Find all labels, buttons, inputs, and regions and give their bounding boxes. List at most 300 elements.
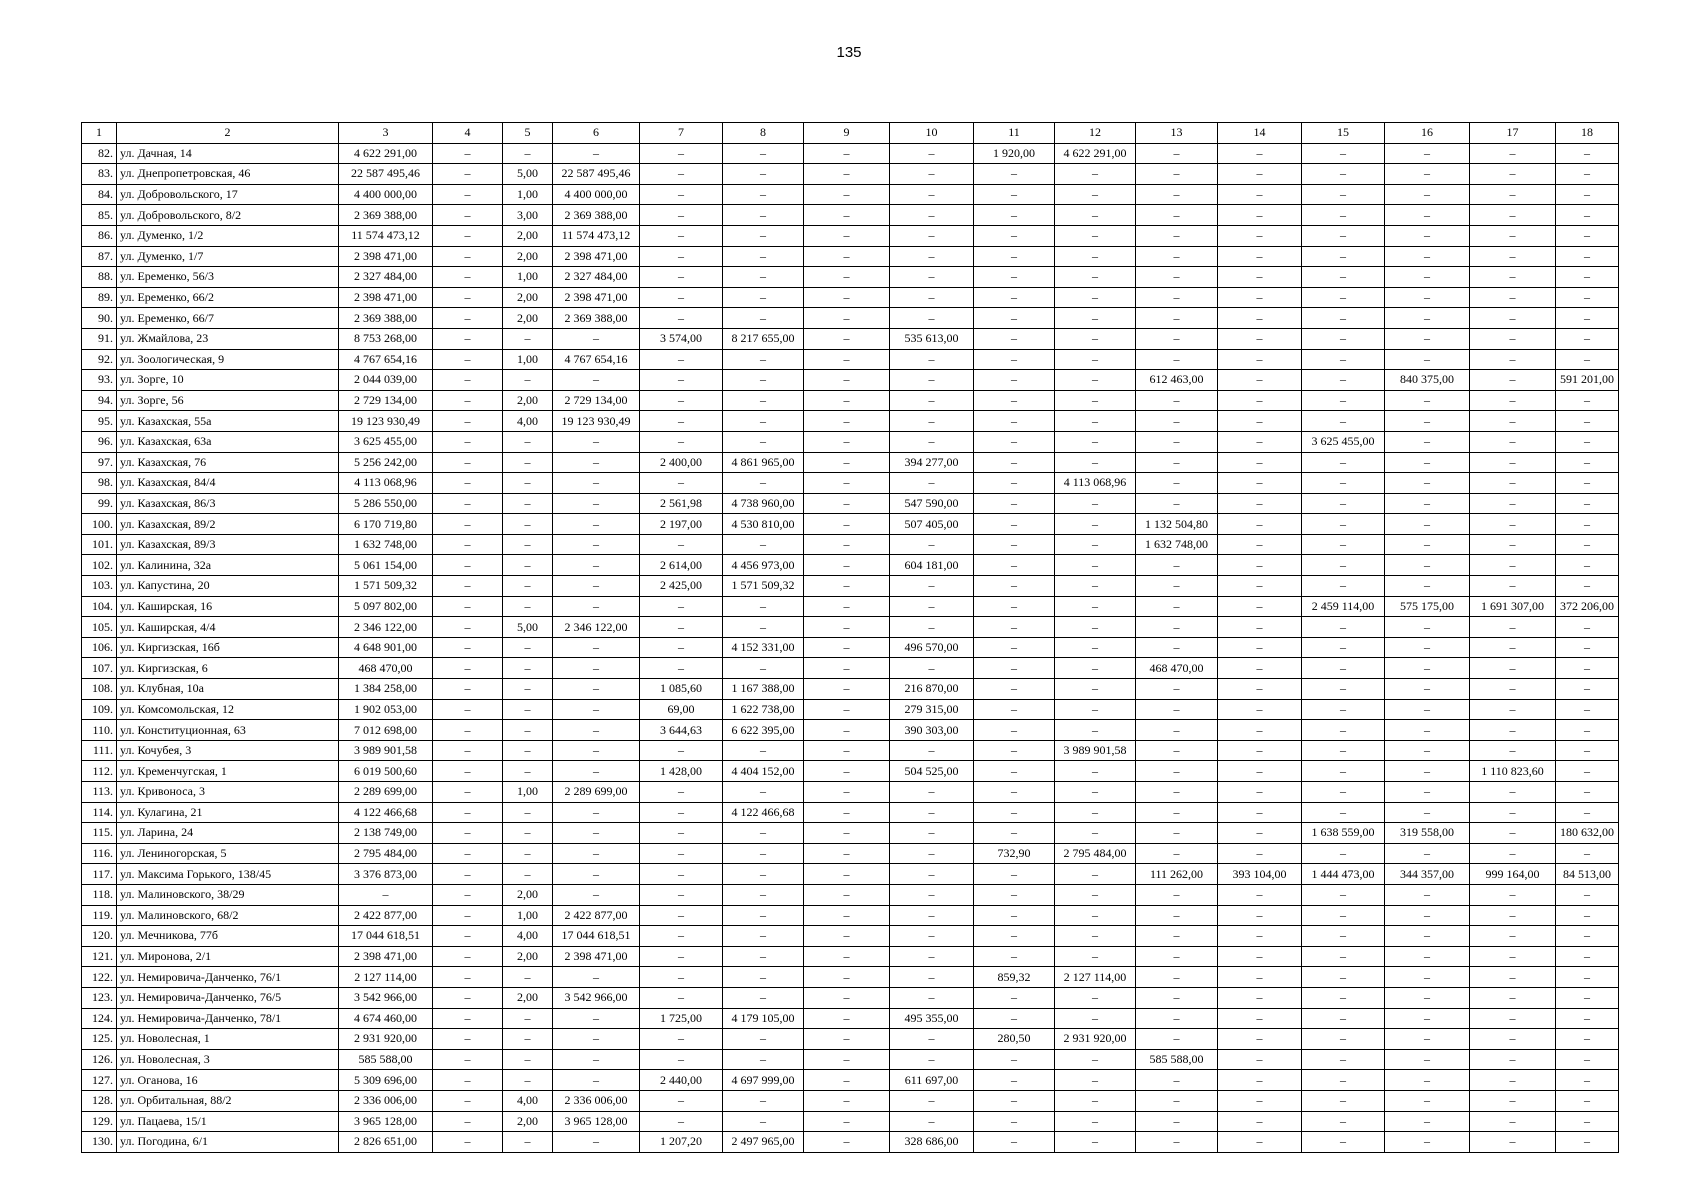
table-cell: – bbox=[890, 1090, 974, 1111]
table-cell: – bbox=[974, 1111, 1055, 1132]
table-cell: – bbox=[1385, 349, 1470, 370]
table-cell: – bbox=[640, 246, 723, 267]
table-cell: 5 097 802,00 bbox=[339, 596, 433, 617]
table-cell: 121. bbox=[82, 946, 117, 967]
table-cell: ул. Днепропетровская, 46 bbox=[117, 164, 339, 185]
table-cell: – bbox=[1556, 308, 1619, 329]
table-cell: – bbox=[640, 946, 723, 967]
table-cell: ул. Конституционная, 63 bbox=[117, 720, 339, 741]
table-cell: – bbox=[1136, 987, 1218, 1008]
table-cell: 127. bbox=[82, 1070, 117, 1091]
table-cell: – bbox=[553, 658, 640, 679]
table-cell: – bbox=[1218, 884, 1302, 905]
table-cell: – bbox=[553, 534, 640, 555]
table-cell: – bbox=[1385, 143, 1470, 164]
table-cell: – bbox=[723, 967, 804, 988]
table-cell: – bbox=[1218, 637, 1302, 658]
table-cell: – bbox=[1055, 205, 1136, 226]
table-cell: – bbox=[433, 205, 503, 226]
table-cell: – bbox=[723, 225, 804, 246]
table-row bbox=[82, 205, 1619, 226]
table-cell: 4 767 654,16 bbox=[339, 349, 433, 370]
table-cell: – bbox=[804, 926, 890, 947]
table-row bbox=[82, 596, 1619, 617]
table-cell: – bbox=[553, 1029, 640, 1050]
table-cell: ул. Каширская, 4/4 bbox=[117, 617, 339, 638]
table-cell: – bbox=[1055, 390, 1136, 411]
table-cell: ул. Кременчугская, 1 bbox=[117, 761, 339, 782]
table-cell: 999 164,00 bbox=[1470, 864, 1556, 885]
table-cell: 92. bbox=[82, 349, 117, 370]
table-cell: – bbox=[804, 1132, 890, 1153]
table-cell: – bbox=[723, 782, 804, 803]
table-cell: – bbox=[804, 205, 890, 226]
table-cell: – bbox=[1385, 576, 1470, 597]
table-cell: 2 336 006,00 bbox=[553, 1090, 640, 1111]
table-cell: – bbox=[1055, 411, 1136, 432]
table-cell: – bbox=[433, 843, 503, 864]
table-cell: – bbox=[433, 679, 503, 700]
table-cell: 108. bbox=[82, 679, 117, 700]
table-cell: – bbox=[804, 1029, 890, 1050]
table-cell: 2,00 bbox=[503, 246, 553, 267]
table-cell: – bbox=[974, 431, 1055, 452]
table-cell: – bbox=[503, 637, 553, 658]
table-cell: 3 574,00 bbox=[640, 328, 723, 349]
table-cell: – bbox=[433, 225, 503, 246]
table-cell: ул. Ларина, 24 bbox=[117, 823, 339, 844]
table-cell: – bbox=[1055, 246, 1136, 267]
table-cell: – bbox=[1302, 740, 1385, 761]
table-cell: – bbox=[1385, 617, 1470, 638]
table-cell: – bbox=[1302, 514, 1385, 535]
table-cell: – bbox=[1556, 411, 1619, 432]
table-cell: 2 289 699,00 bbox=[339, 782, 433, 803]
table-cell: 1,00 bbox=[503, 184, 553, 205]
table-cell: – bbox=[1302, 390, 1385, 411]
table-cell: – bbox=[640, 802, 723, 823]
table-cell: – bbox=[640, 843, 723, 864]
table-cell: – bbox=[1055, 349, 1136, 370]
table-cell: – bbox=[433, 617, 503, 638]
table-cell: 1 632 748,00 bbox=[1136, 534, 1218, 555]
table-cell: – bbox=[890, 143, 974, 164]
table-cell: 279 315,00 bbox=[890, 699, 974, 720]
table-cell: – bbox=[723, 1049, 804, 1070]
table-cell: – bbox=[1470, 658, 1556, 679]
table-cell: – bbox=[723, 823, 804, 844]
table-cell: – bbox=[1556, 905, 1619, 926]
table-cell: 82. bbox=[82, 143, 117, 164]
table-cell: – bbox=[640, 740, 723, 761]
table-cell: – bbox=[974, 905, 1055, 926]
table-row bbox=[82, 843, 1619, 864]
table-cell: – bbox=[974, 802, 1055, 823]
table-cell: – bbox=[1556, 1029, 1619, 1050]
table-cell: ул. Оганова, 16 bbox=[117, 1070, 339, 1091]
table-cell: – bbox=[1385, 740, 1470, 761]
table-cell: 7 012 698,00 bbox=[339, 720, 433, 741]
table-cell: – bbox=[1470, 267, 1556, 288]
table-cell: – bbox=[503, 493, 553, 514]
table-cell: 2 561,98 bbox=[640, 493, 723, 514]
table-cell: – bbox=[1470, 473, 1556, 494]
table-cell: – bbox=[974, 782, 1055, 803]
table-cell: – bbox=[433, 1132, 503, 1153]
table-cell: – bbox=[1055, 164, 1136, 185]
table-cell: – bbox=[1055, 308, 1136, 329]
table-row bbox=[82, 782, 1619, 803]
table-cell: 840 375,00 bbox=[1385, 370, 1470, 391]
table-cell: 4 404 152,00 bbox=[723, 761, 804, 782]
table-cell: ул. Каширская, 16 bbox=[117, 596, 339, 617]
table-cell: – bbox=[1556, 987, 1619, 1008]
table-cell: – bbox=[1136, 411, 1218, 432]
table-cell: 4 622 291,00 bbox=[1055, 143, 1136, 164]
table-cell: 89. bbox=[82, 287, 117, 308]
table-cell: – bbox=[503, 699, 553, 720]
table-cell: 1 725,00 bbox=[640, 1008, 723, 1029]
table-cell: – bbox=[1302, 225, 1385, 246]
table-cell: – bbox=[433, 555, 503, 576]
table-cell: – bbox=[1136, 328, 1218, 349]
table-cell: ул. Киргизская, 16б bbox=[117, 637, 339, 658]
table-cell: – bbox=[1218, 1008, 1302, 1029]
table-cell: – bbox=[1218, 987, 1302, 1008]
table-cell: – bbox=[1556, 658, 1619, 679]
table-cell: – bbox=[1302, 617, 1385, 638]
table-cell: – bbox=[1055, 225, 1136, 246]
table-cell: 99. bbox=[82, 493, 117, 514]
table-cell: – bbox=[974, 205, 1055, 226]
table-cell: – bbox=[1302, 720, 1385, 741]
table-cell: – bbox=[1218, 349, 1302, 370]
table-cell: 100. bbox=[82, 514, 117, 535]
table-cell: 3 542 966,00 bbox=[553, 987, 640, 1008]
table-cell: 111 262,00 bbox=[1136, 864, 1218, 885]
table-cell: – bbox=[804, 782, 890, 803]
table-cell: – bbox=[1385, 555, 1470, 576]
table-cell: – bbox=[804, 823, 890, 844]
table-cell: – bbox=[1385, 679, 1470, 700]
table-cell: – bbox=[503, 864, 553, 885]
table-cell: – bbox=[974, 576, 1055, 597]
table-row bbox=[82, 164, 1619, 185]
table-cell: – bbox=[640, 1029, 723, 1050]
table-cell: 495 355,00 bbox=[890, 1008, 974, 1029]
table-cell: – bbox=[974, 1070, 1055, 1091]
table-cell: – bbox=[804, 576, 890, 597]
table-cell: – bbox=[974, 740, 1055, 761]
table-cell: – bbox=[974, 534, 1055, 555]
table-cell: 328 686,00 bbox=[890, 1132, 974, 1153]
table-cell: – bbox=[804, 946, 890, 967]
column-header: 13 bbox=[1136, 123, 1218, 144]
table-cell: – bbox=[433, 576, 503, 597]
table-cell: – bbox=[433, 390, 503, 411]
table-cell: – bbox=[723, 349, 804, 370]
table-cell: 116. bbox=[82, 843, 117, 864]
table-cell: – bbox=[1218, 1111, 1302, 1132]
table-row bbox=[82, 452, 1619, 473]
table-cell: – bbox=[1218, 514, 1302, 535]
table-cell: – bbox=[890, 740, 974, 761]
table-cell: – bbox=[1302, 843, 1385, 864]
table-cell: – bbox=[1136, 967, 1218, 988]
table-cell: – bbox=[553, 679, 640, 700]
table-cell: – bbox=[433, 164, 503, 185]
table-cell: – bbox=[1136, 143, 1218, 164]
table-cell: – bbox=[890, 864, 974, 885]
table-cell: – bbox=[890, 390, 974, 411]
table-cell: – bbox=[1385, 1111, 1470, 1132]
table-cell: – bbox=[1385, 946, 1470, 967]
table-cell: – bbox=[1302, 370, 1385, 391]
table-cell: – bbox=[974, 493, 1055, 514]
table-cell: – bbox=[890, 205, 974, 226]
table-cell: – bbox=[553, 514, 640, 535]
table-row bbox=[82, 884, 1619, 905]
table-cell: ул. Калинина, 32а bbox=[117, 555, 339, 576]
table-cell: – bbox=[1136, 637, 1218, 658]
table-cell: ул. Еременко, 56/3 bbox=[117, 267, 339, 288]
column-header: 7 bbox=[640, 123, 723, 144]
table-cell: – bbox=[1470, 431, 1556, 452]
table-cell: – bbox=[1218, 967, 1302, 988]
table-cell: – bbox=[1055, 287, 1136, 308]
table-cell: 4 530 810,00 bbox=[723, 514, 804, 535]
table-cell: 104. bbox=[82, 596, 117, 617]
table-header-row bbox=[82, 123, 1619, 144]
table-cell: – bbox=[1470, 617, 1556, 638]
table-cell: – bbox=[1385, 267, 1470, 288]
table-cell: – bbox=[804, 1111, 890, 1132]
table-cell: – bbox=[804, 246, 890, 267]
table-cell: ул. Кривоноса, 3 bbox=[117, 782, 339, 803]
table-cell: – bbox=[890, 534, 974, 555]
table-cell: – bbox=[1218, 679, 1302, 700]
table-row bbox=[82, 658, 1619, 679]
table-cell: – bbox=[1136, 349, 1218, 370]
column-header: 2 bbox=[117, 123, 339, 144]
table-cell: – bbox=[1302, 164, 1385, 185]
table-row bbox=[82, 967, 1619, 988]
table-cell: – bbox=[503, 802, 553, 823]
table-cell: – bbox=[1218, 1132, 1302, 1153]
table-cell: ул. Новолесная, 3 bbox=[117, 1049, 339, 1070]
table-cell: 2 369 388,00 bbox=[553, 308, 640, 329]
table-cell: 124. bbox=[82, 1008, 117, 1029]
table-cell: – bbox=[804, 967, 890, 988]
table-cell: – bbox=[433, 720, 503, 741]
table-cell: – bbox=[1055, 658, 1136, 679]
table-cell: – bbox=[1385, 287, 1470, 308]
table-cell: – bbox=[640, 390, 723, 411]
table-cell: – bbox=[1470, 1070, 1556, 1091]
table-cell: – bbox=[1385, 514, 1470, 535]
table-cell: – bbox=[1385, 390, 1470, 411]
column-header: 17 bbox=[1470, 123, 1556, 144]
table-cell: ул. Лениногорская, 5 bbox=[117, 843, 339, 864]
table-row bbox=[82, 225, 1619, 246]
table-cell: 2 795 484,00 bbox=[339, 843, 433, 864]
table-cell: – bbox=[1302, 473, 1385, 494]
table-cell: – bbox=[1302, 679, 1385, 700]
table-cell: – bbox=[1218, 843, 1302, 864]
table-row bbox=[82, 864, 1619, 885]
table-cell: 504 525,00 bbox=[890, 761, 974, 782]
table-cell: 1,00 bbox=[503, 782, 553, 803]
table-cell: 19 123 930,49 bbox=[553, 411, 640, 432]
table-cell: – bbox=[804, 328, 890, 349]
table-cell: – bbox=[723, 534, 804, 555]
table-cell: – bbox=[1302, 287, 1385, 308]
table-cell: – bbox=[1556, 555, 1619, 576]
table-cell: 2 327 484,00 bbox=[553, 267, 640, 288]
table-cell: – bbox=[503, 452, 553, 473]
table-cell: – bbox=[640, 637, 723, 658]
table-cell: 95. bbox=[82, 411, 117, 432]
table-cell: – bbox=[640, 473, 723, 494]
table-cell: – bbox=[553, 1008, 640, 1029]
table-cell: – bbox=[1055, 596, 1136, 617]
table-row bbox=[82, 637, 1619, 658]
table-cell: – bbox=[804, 308, 890, 329]
table-cell: – bbox=[1055, 1049, 1136, 1070]
table-cell: 69,00 bbox=[640, 699, 723, 720]
table-cell: – bbox=[553, 328, 640, 349]
table-cell: – bbox=[1385, 1049, 1470, 1070]
table-cell: – bbox=[1556, 1090, 1619, 1111]
table-cell: – bbox=[503, 720, 553, 741]
table-cell: – bbox=[1218, 164, 1302, 185]
table-row bbox=[82, 143, 1619, 164]
table-cell: – bbox=[890, 287, 974, 308]
table-cell: – bbox=[1302, 328, 1385, 349]
table-row bbox=[82, 740, 1619, 761]
table-cell: 115. bbox=[82, 823, 117, 844]
table-cell: ул. Малиновского, 38/29 bbox=[117, 884, 339, 905]
table-cell: – bbox=[974, 946, 1055, 967]
table-cell: – bbox=[723, 164, 804, 185]
table-cell: 1,00 bbox=[503, 905, 553, 926]
table-cell: – bbox=[1470, 699, 1556, 720]
table-cell: – bbox=[804, 164, 890, 185]
table-cell: – bbox=[1470, 411, 1556, 432]
table-row bbox=[82, 287, 1619, 308]
table-cell: 87. bbox=[82, 246, 117, 267]
table-cell: – bbox=[433, 1008, 503, 1029]
table-cell: – bbox=[1470, 164, 1556, 185]
table-cell: – bbox=[640, 658, 723, 679]
table-cell: – bbox=[1136, 184, 1218, 205]
table-cell: 4,00 bbox=[503, 926, 553, 947]
table-cell: 3 989 901,58 bbox=[339, 740, 433, 761]
table-cell: 17 044 618,51 bbox=[553, 926, 640, 947]
table-cell: – bbox=[1470, 225, 1556, 246]
table-cell: – bbox=[1218, 205, 1302, 226]
table-cell: – bbox=[1556, 679, 1619, 700]
table-cell: ул. Думенко, 1/2 bbox=[117, 225, 339, 246]
column-header: 8 bbox=[723, 123, 804, 144]
table-cell: – bbox=[1302, 1090, 1385, 1111]
table-cell: 2 327 484,00 bbox=[339, 267, 433, 288]
table-cell: – bbox=[503, 534, 553, 555]
table-cell: – bbox=[1136, 225, 1218, 246]
table-cell: 507 405,00 bbox=[890, 514, 974, 535]
table-cell: 2 931 920,00 bbox=[1055, 1029, 1136, 1050]
table-cell: 393 104,00 bbox=[1218, 864, 1302, 885]
table-cell: 123. bbox=[82, 987, 117, 1008]
table-cell: – bbox=[804, 761, 890, 782]
table-cell: – bbox=[1556, 946, 1619, 967]
table-cell: 2 729 134,00 bbox=[339, 390, 433, 411]
table-cell: – bbox=[1136, 1070, 1218, 1091]
table-row bbox=[82, 905, 1619, 926]
table-cell: – bbox=[1385, 782, 1470, 803]
table-cell: ул. Казахская, 89/2 bbox=[117, 514, 339, 535]
column-header: 6 bbox=[553, 123, 640, 144]
table-cell: – bbox=[974, 267, 1055, 288]
table-cell: – bbox=[640, 267, 723, 288]
table-cell: – bbox=[553, 802, 640, 823]
table-cell: – bbox=[1055, 1070, 1136, 1091]
table-cell: – bbox=[1218, 493, 1302, 514]
table-cell: – bbox=[1136, 1008, 1218, 1029]
table-cell: – bbox=[723, 431, 804, 452]
table-cell: 6 019 500,60 bbox=[339, 761, 433, 782]
table-cell: ул. Комсомольская, 12 bbox=[117, 699, 339, 720]
table-cell: 2 398 471,00 bbox=[553, 946, 640, 967]
table-cell: – bbox=[553, 884, 640, 905]
table-cell: – bbox=[1055, 905, 1136, 926]
table-cell: – bbox=[974, 699, 1055, 720]
table-cell: – bbox=[1556, 246, 1619, 267]
table-cell: – bbox=[1556, 184, 1619, 205]
table-cell: – bbox=[804, 390, 890, 411]
table-cell: – bbox=[890, 431, 974, 452]
table-cell: – bbox=[974, 390, 1055, 411]
table-cell: – bbox=[1055, 1132, 1136, 1153]
table-cell: 2 398 471,00 bbox=[339, 246, 433, 267]
table-cell: – bbox=[1218, 267, 1302, 288]
table-cell: – bbox=[433, 308, 503, 329]
table-cell: 93. bbox=[82, 370, 117, 391]
table-cell: – bbox=[1470, 370, 1556, 391]
table-cell: 111. bbox=[82, 740, 117, 761]
table-cell: – bbox=[433, 370, 503, 391]
table-cell: – bbox=[1055, 720, 1136, 741]
table-cell: – bbox=[503, 473, 553, 494]
table-cell: – bbox=[1470, 1008, 1556, 1029]
table-row bbox=[82, 679, 1619, 700]
table-cell: – bbox=[890, 843, 974, 864]
table-cell: 97. bbox=[82, 452, 117, 473]
column-header: 18 bbox=[1556, 123, 1619, 144]
table-cell: 110. bbox=[82, 720, 117, 741]
table-cell: ул. Добровольского, 17 bbox=[117, 184, 339, 205]
table-cell: 1 384 258,00 bbox=[339, 679, 433, 700]
table-cell: – bbox=[433, 823, 503, 844]
table-cell: ул. Добровольского, 8/2 bbox=[117, 205, 339, 226]
table-cell: – bbox=[890, 884, 974, 905]
table-cell: – bbox=[1385, 637, 1470, 658]
table-cell: – bbox=[1055, 782, 1136, 803]
table-cell: – bbox=[804, 534, 890, 555]
table-cell: – bbox=[1136, 1132, 1218, 1153]
table-cell: 4 767 654,16 bbox=[553, 349, 640, 370]
table-cell: 1 207,20 bbox=[640, 1132, 723, 1153]
